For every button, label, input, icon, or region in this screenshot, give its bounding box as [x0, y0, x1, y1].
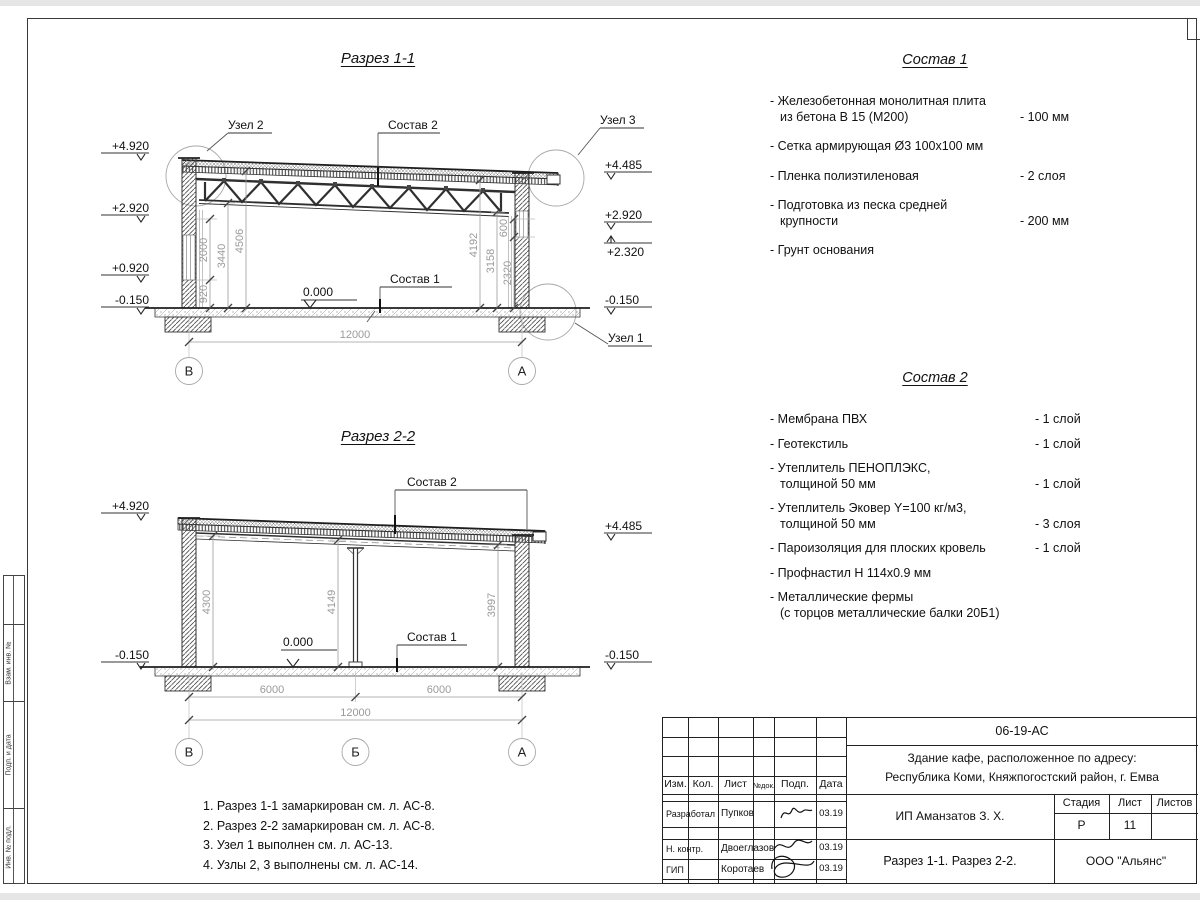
title-block: [662, 717, 1197, 884]
list-item: - Подготовка из песка средней крупности - 200 мм: [770, 198, 1070, 228]
axis-marks: [176, 358, 536, 385]
svg-text:4506: 4506: [234, 228, 246, 254]
sheets-label: Листов: [1156, 797, 1193, 809]
svg-text:+0.920: +0.920: [111, 261, 149, 275]
corner-stamp-line-v: [1187, 18, 1188, 39]
col-izm: Изм.: [664, 778, 687, 790]
stamp-cell-podp: [4, 701, 13, 808]
corner-stamp-line-h: [1187, 39, 1200, 40]
stamp-divider: [13, 576, 14, 883]
svg-text:В: В: [184, 744, 194, 760]
stamp-label: Инв. № подл.: [5, 824, 12, 869]
sostav1-list-title: Состав 1: [902, 52, 968, 68]
sheet-number: 11: [1123, 818, 1137, 832]
svg-text:Состав 2: Состав 2: [407, 475, 457, 489]
sostav2-list: [770, 370, 1100, 630]
svg-text:+4.485: +4.485: [605, 158, 643, 172]
dims-vertical: [196, 532, 507, 671]
svg-text:+4.485: +4.485: [605, 519, 643, 533]
col-list: Лист: [724, 778, 747, 790]
col-data: Дата: [819, 778, 843, 790]
object-line1: Здание кафе, расположенное по адресу:: [907, 751, 1137, 765]
sheet-title: Разрез 1-1. Разрез 2-2.: [883, 854, 1017, 868]
stage-label: Стадия: [1062, 797, 1101, 809]
svg-text:-0.150: -0.150: [114, 648, 149, 662]
svg-text:4192: 4192: [468, 232, 480, 258]
col-kol: Кол.: [692, 778, 714, 790]
elevations-left: [101, 499, 149, 669]
svg-text:+2.320: +2.320: [607, 245, 645, 259]
list-item: - Профнастил Н 114x0.9 мм: [770, 565, 932, 580]
signature: [775, 802, 815, 826]
notes-block: [203, 797, 435, 875]
company: ООО "Альянс": [1085, 854, 1167, 868]
list-item: - Утеплитель Эковер Y=100 кг/м3, толщиной 50 мм - 3 слоя: [770, 501, 1081, 531]
svg-text:3440: 3440: [216, 243, 228, 269]
svg-text:600: 600: [498, 218, 510, 238]
row-role: ГИП: [666, 865, 684, 875]
dims-bottom: [185, 671, 526, 738]
note-line: 1. Разрез 1-1 замаркирован см. л. АС-8.: [203, 799, 435, 813]
elevations-right: [604, 519, 652, 669]
drawing-sheet: [0, 6, 1200, 893]
svg-text:6000: 6000: [426, 684, 452, 696]
elevations-left: [101, 139, 149, 314]
svg-text:+2.920: +2.920: [111, 201, 149, 215]
svg-text:-0.150: -0.150: [114, 293, 149, 307]
note-line: 4. Узлы 2, 3 выполнены см. л. АС-14.: [203, 857, 419, 872]
note-line: 2. Разрез 2-2 замаркирован см. л. АС-8.: [203, 818, 435, 833]
svg-text:Б: Б: [351, 744, 360, 760]
section1-drawing: [95, 45, 675, 395]
svg-text:+2.920: +2.920: [605, 208, 643, 222]
sostav1-list: [770, 52, 1100, 273]
svg-text:Состав 1: Состав 1: [390, 272, 440, 286]
list-item: - Утеплитель ПЕНОПЛЭКС, толщиной 50 мм - 1 слой: [770, 461, 1081, 491]
svg-text:3158: 3158: [485, 248, 497, 274]
svg-text:12000: 12000: [340, 707, 371, 719]
elevations-right: [604, 158, 652, 314]
svg-text:6000: 6000: [259, 684, 285, 696]
svg-text:2000: 2000: [198, 237, 210, 263]
col-podp: Подп.: [781, 778, 809, 790]
note-line: 3. Узел 1 выполнен см. л. АС-13.: [203, 838, 393, 852]
svg-text:+4.920: +4.920: [111, 499, 149, 513]
svg-text:А: А: [517, 744, 527, 760]
list-item: - Грунт основания: [770, 243, 875, 257]
svg-text:3997: 3997: [486, 592, 498, 618]
axis-marks: [176, 739, 536, 766]
list-item: - Сетка армирующая Ø3 100x100 мм: [770, 139, 984, 153]
floor-slab: [140, 667, 590, 691]
row-name: Пупков: [721, 808, 754, 819]
client: ИП Аманзатов З. Х.: [895, 809, 1005, 823]
list-item: - Мембрана ПВХ - 1 слой: [770, 412, 1081, 426]
stamp-label: Взам. инв. №: [5, 640, 12, 685]
row-role: Н. контр.: [666, 844, 704, 854]
list-item: - Геотекстиль - 1 слой: [770, 436, 1081, 451]
svg-text:0.000: 0.000: [283, 635, 314, 649]
row-date: 03.19: [819, 863, 843, 874]
row-name: Коротаев: [721, 864, 765, 875]
stamp-cell-vzam: [4, 624, 13, 701]
row-date: 03.19: [819, 808, 843, 819]
svg-text:4300: 4300: [201, 589, 213, 615]
sheet-label: Лист: [1118, 797, 1142, 809]
svg-text:-0.150: -0.150: [605, 293, 640, 307]
col-ndok: №док.: [753, 781, 775, 790]
sostav2-list-title: Состав 2: [902, 370, 968, 386]
row-name: Двоеглазов: [721, 843, 775, 854]
svg-text:Узел 2: Узел 2: [228, 118, 264, 132]
stage-value: Р: [1077, 818, 1086, 832]
svg-text:+4.920: +4.920: [111, 139, 149, 153]
roof-assembly: [182, 160, 560, 186]
svg-text:0.000: 0.000: [303, 285, 334, 299]
steel-truss: [196, 178, 515, 217]
list-item: - Железобетонная монолитная плита из бетона В 15 (М200) - 100 мм: [770, 94, 1070, 124]
svg-text:-0.150: -0.150: [605, 648, 640, 662]
stamp-cell-inv: [4, 808, 13, 885]
left-margin-stamp: [3, 575, 25, 884]
stamp-label: Подп. и дата: [5, 733, 12, 776]
svg-text:Узел 1: Узел 1: [608, 331, 644, 345]
svg-text:А: А: [517, 363, 527, 379]
svg-text:Состав 2: Состав 2: [388, 118, 438, 132]
svg-text:Узел 3: Узел 3: [600, 113, 636, 127]
svg-text:920: 920: [198, 284, 210, 304]
callouts: [281, 475, 527, 672]
svg-text:2320: 2320: [502, 260, 514, 286]
section2-title: Разрез 2-2: [340, 428, 416, 445]
svg-text:12000: 12000: [339, 329, 371, 341]
svg-text:Состав 1: Состав 1: [407, 630, 457, 644]
list-item: - Пленка полиэтиленовая - 2 слоя: [770, 168, 1066, 183]
row-role: Разработал: [666, 809, 715, 819]
list-item: - Пароизоляция для плоских кровель - 1 слой: [770, 541, 1081, 555]
object-line2: Республика Коми, Княжпогостский район, г. Емва: [885, 770, 1159, 784]
roof-assembly: [178, 518, 546, 551]
doc-number: 06-19-АС: [995, 724, 1049, 738]
list-item: - Металлические фермы (с торцов металлические балки 20Б1): [770, 590, 1000, 620]
row-date: 03.19: [819, 842, 843, 853]
dims-bottom: [185, 313, 526, 357]
svg-text:4149: 4149: [326, 589, 338, 615]
section2-drawing: [95, 415, 675, 775]
svg-text:В: В: [184, 363, 194, 379]
section1-title: Разрез 1-1: [340, 50, 416, 67]
signature: [766, 835, 818, 883]
